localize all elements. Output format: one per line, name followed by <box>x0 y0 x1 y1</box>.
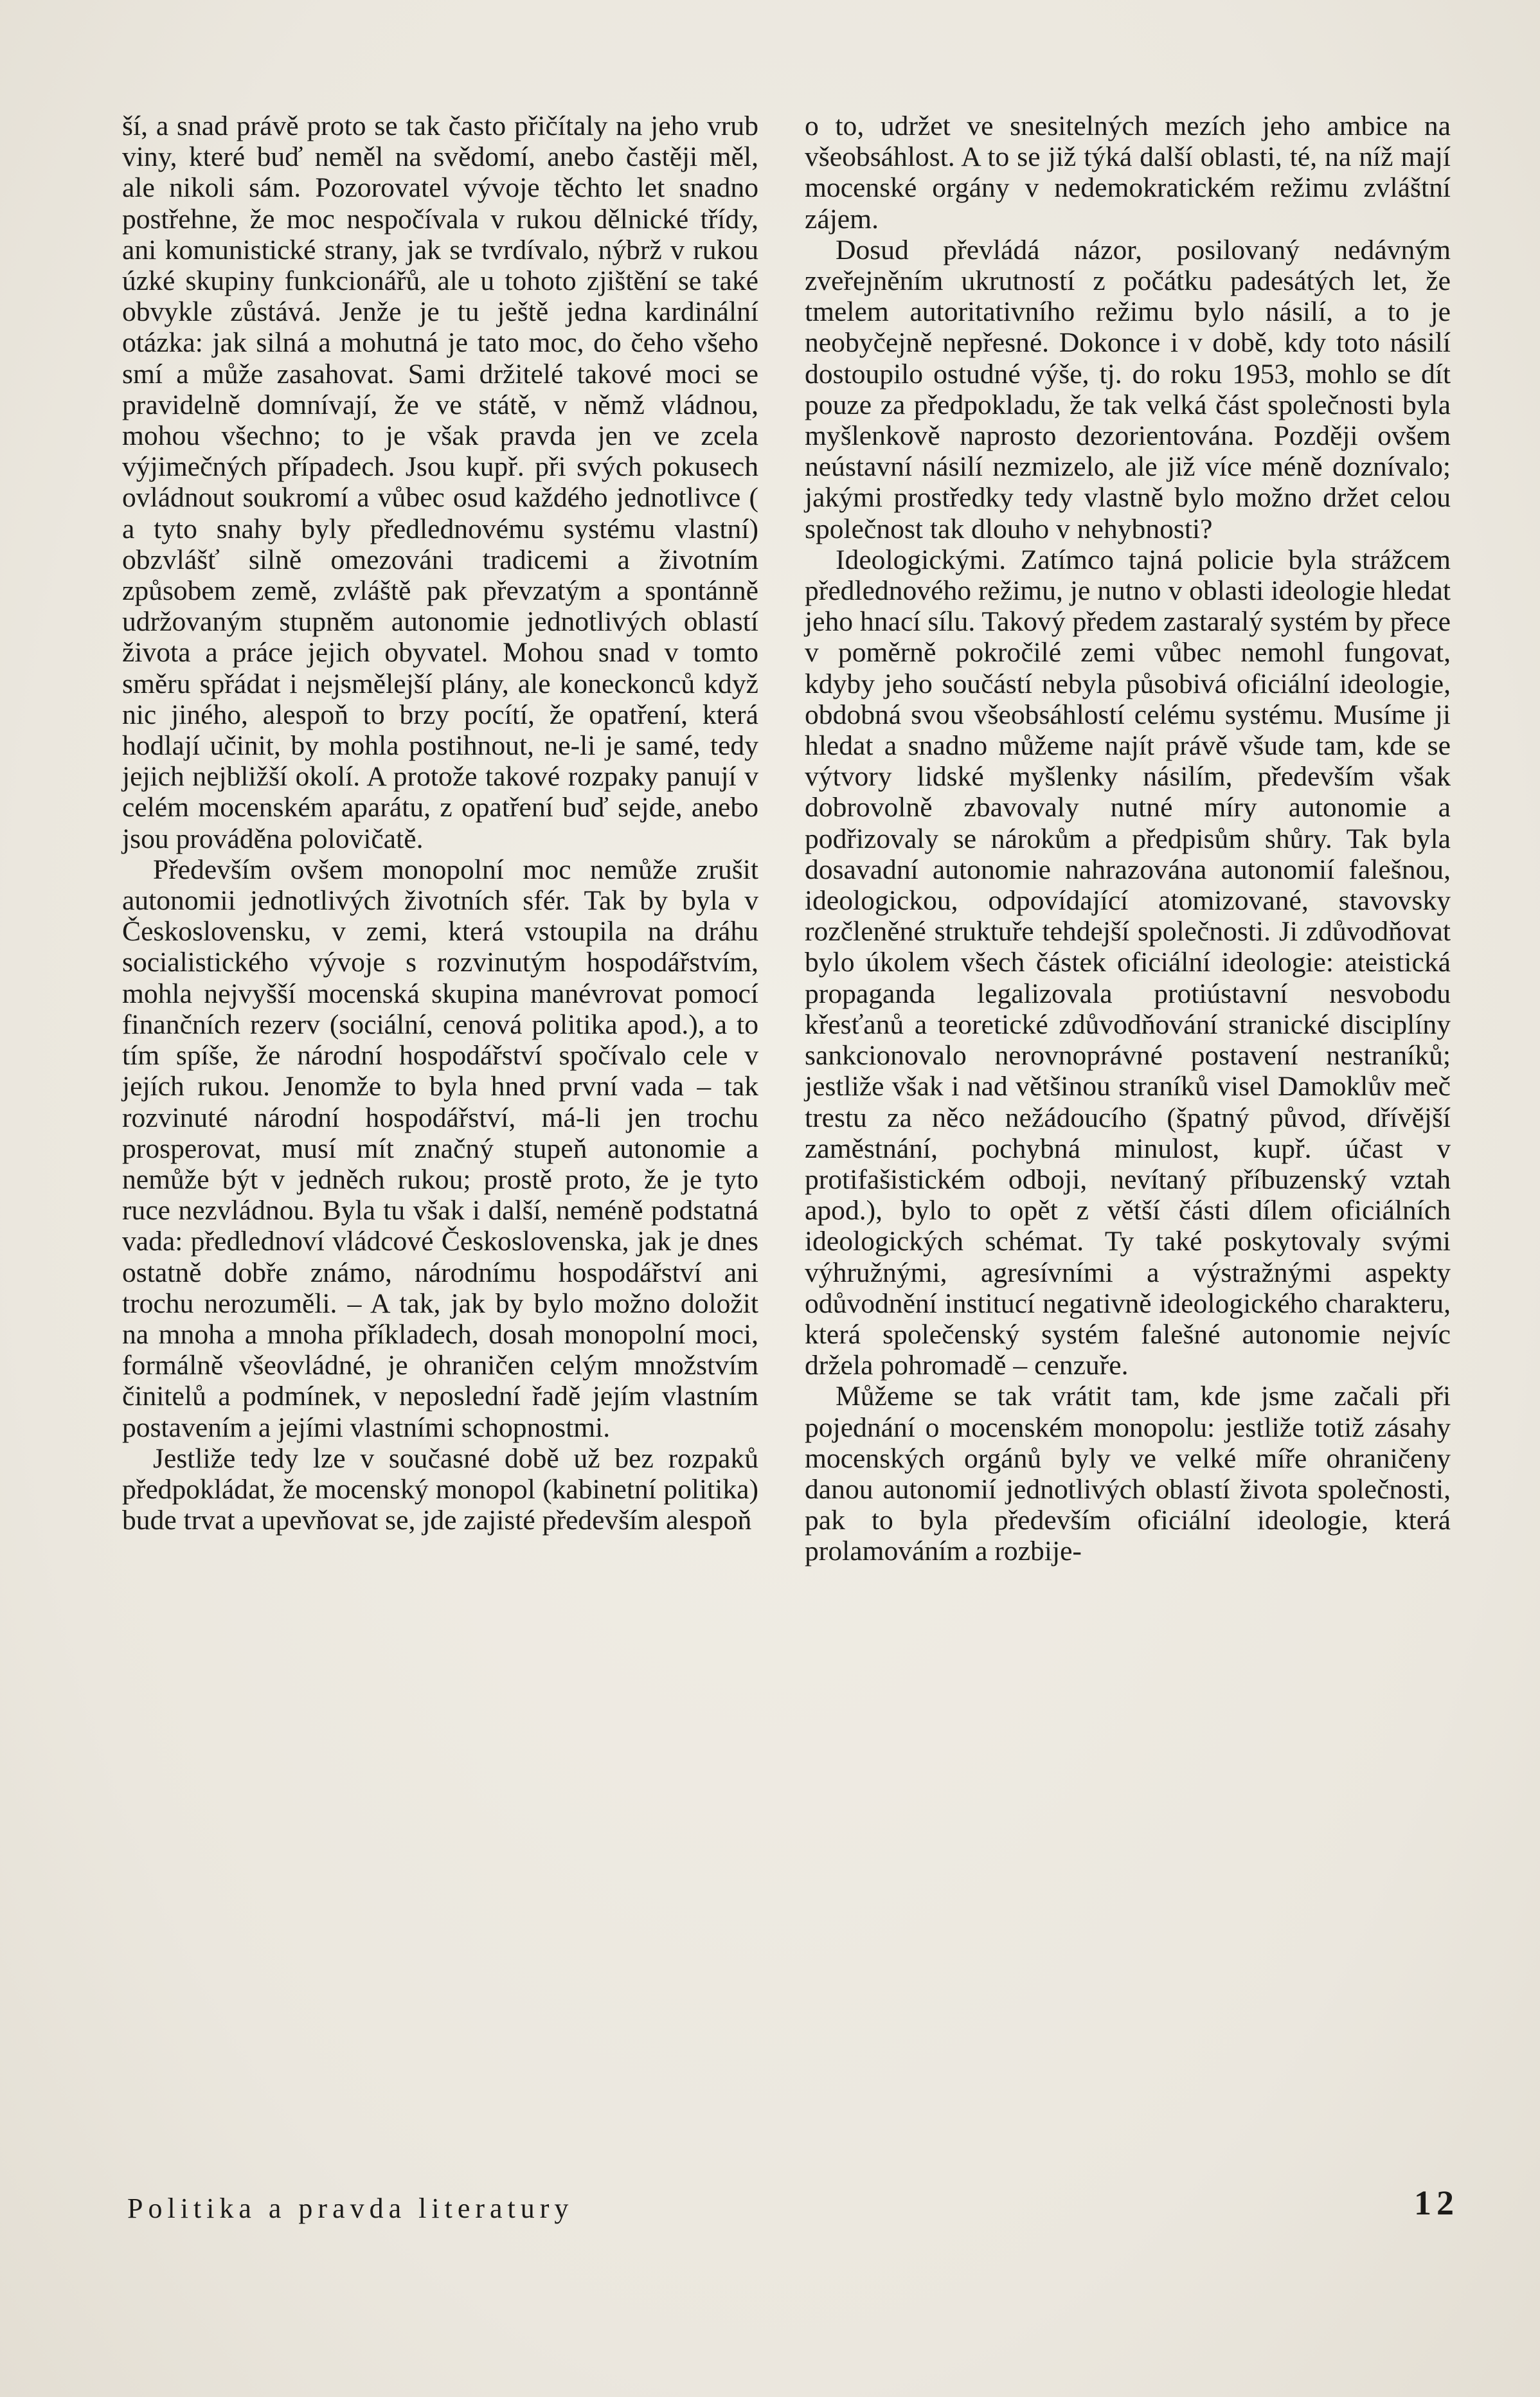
paragraph: Především ovšem monopolní moc nemůže zrušit autonomii jednotlivých životních sfér. Tak by byla v Československu, v zemi, která vstoupila na dráhu socialistického vývoje s rozvinutým hospodářstvím, mohla nejvyšší mocenská skupina manévrovat pomocí finančních rezerv (sociální, cenová politika apod.), a to tím spíše, že národní hospodářství spočívalo cele v jejích rukou. Jenomže to byla hned první vada – tak rozvinuté národní hospodářství, má-li jen trochu prosperovat, musí mít značný stupeň autonomie a nemůže být v jedněch rukou; prostě proto, že je tyto ruce nezvládnou. Byla tu však i další, neméně podstatná vada: předlednoví vládcové Československa, jak je dnes ostatně dobře známo, národnímu hospodářství ani trochu nerozuměli. – A tak, jak by bylo možno doložit na mnoha a mnoha příkladech, dosah monopolní moci, formálně všeovládné, je ohraničen celým množstvím činitelů a podmínek, v neposlední řadě jejím vlastním postavením a jejími vlastními schopnostmi. <box>122 854 758 1443</box>
right-column <box>805 111 1451 1567</box>
paragraph: Jestliže tedy lze v současné době už bez rozpaků předpokládat, že mocenský monopol (kabinetní politika) bude trvat a upevňovat se, jde zajisté především alespoň <box>122 1442 758 1536</box>
paragraph: Dosud převládá názor, posilovaný nedávným zveřejněním ukrutností z počátku padesátých let, že tmelem autoritativního režimu bylo násilí, a to je neobyčejně nepřesné. Dokonce i v době, kdy toto násilí dostoupilo ostudné výše, tj. do roku 1953, mohlo se dít pouze za předpokladu, že tak velká část společnosti byla myšlenkově naprosto dezorientována. Později ovšem neústavní násilí nezmizelo, ale již více méně doznívalo; jakými prostředky tedy vlastně bylo možno držet celou společnost tak dlouho v nehybnosti? <box>805 234 1451 544</box>
page-number: 12 <box>1414 2184 1459 2222</box>
paragraph: o to, udržet ve snesitelných mezích jeho ambice na všeobsáhlost. A to se již týká další oblasti, té, na níž mají mocenské orgány v nedemokratickém režimu zvláštní zájem. <box>805 111 1451 235</box>
paragraph: Ideologickými. Zatímco tajná policie byla strážcem předlednového režimu, je nutno v oblasti ideologie hledat jeho hnací sílu. Takový předem zastaralý systém by přece v poměrně pokročilé zemi vůbec nemohl fungovat, kdyby jeho součástí nebyla působivá oficiální ideologie, obdobná svou všeobsáhlostí celému systému. Musíme ji hledat a snadno můžeme najít právě všude tam, kde se výtvory lidské myšlenky násilím, především však dobrovolně zbavovaly nutné míry autonomie a podřizovaly se nárokům a předpisům shůry. Tak byla dosavadní autonomie nahrazována autonomií falešnou, ideologickou, odpovídající atomizované, stavovsky rozčleněné struktuře tehdejší společnosti. Ji zdůvodňovat bylo úkolem všech částek oficiální ideologie: ateistická propaganda legalizovala protiústavní nesvobodu křesťanů a teoretické zdůvodňování stranické disciplíny sankcionovalo nerovnoprávné postavení nestraníků; jestliže však i nad většinou straníků visel Damoklův meč trestu za něco nežádoucího (špatný původ, dřívější zaměstnání, pochybná minulost, kupř. účast v protifašistickém odboji, nevítaný příbuzenský vztah apod.), bylo to opět z větší části dílem oficiálních ideologických schémat. Ty také poskytovaly svými výhružnými, agresívními a výstražnými aspekty odůvodnění institucí negativně ideologického charakteru, která společenský systém falešné autonomie nejvíc držela pohromadě – cenzuře. <box>805 544 1451 1381</box>
paragraph: ší, a snad právě proto se tak často přičítaly na jeho vrub viny, které buď neměl na svědomí, anebo častěji měl, ale nikoli sám. Pozorovatel vývoje těchto let snadno postřehne, že moc nespočívala v rukou dělnické třídy, ani komunistické strany, jak se tvrdívalo, nýbrž v rukou úzké skupiny funkcionářů, ale u tohoto zjištění se také obvykle zůstává. Jenže je tu ještě jedna kardinální otázka: jak silná a mohutná je tato moc, do čeho všeho smí a může zasahovat. Sami držitelé takové moci se pravidelně domnívají, že ve státě, v němž vládnou, mohou všechno; to je však pravda jen ve zcela výjimečných případech. Jsou kupř. při svých pokusech ovládnout soukromí a vůbec osud každého jednotlivce ( a tyto snahy byly předlednovému systému vlastní) obzvlášť silně omezováni tradicemi a životním způsobem země, zvláště pak převzatým a spontánně udržovaným stupněm autonomie jednotlivých oblastí života a práce jejich obyvatel. Mohou snad v tomto směru spřádat i nejsmělejší plány, ale koneckonců když nic jiného, alespoň to brzy pocítí, že opatření, která hodlají učinit, by mohla postihnout, ne-li je samé, tedy jejich nejbližší okolí. A protože takové rozpaky panují v celém mocenském aparátu, z opatření buď sejde, anebo jsou prováděna polovičatě. <box>122 111 758 854</box>
left-column <box>122 111 758 1536</box>
running-footer-title: Politika a pravda literatury <box>127 2193 574 2224</box>
paragraph: Můžeme se tak vrátit tam, kde jsme začali při pojednání o mocenském monopolu: jestliže totiž zásahy mocenských orgánů byly ve velké míře ohraničeny danou autonomií jednotlivých oblastí života společnosti, pak to byla především oficiální ideologie, která prolamováním a rozbije- <box>805 1381 1451 1567</box>
